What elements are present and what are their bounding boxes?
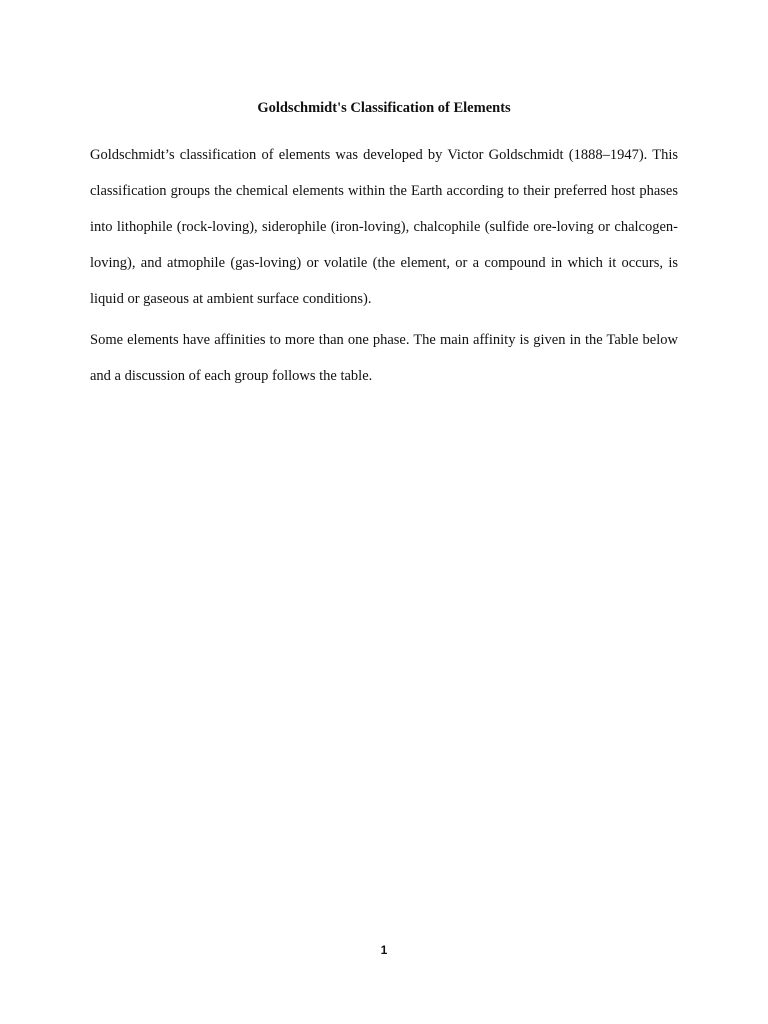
page-title: Goldschmidt's Classification of Elements [257, 100, 511, 116]
paragraph-intro: Goldschmidt’s classification of elements was developed by Victor Goldschmidt (1888–1947). This classification groups the chemical elements within the Earth according to their preferred host phases into lithophile (rock-loving), siderophile (iron-loving), chalcophile (sulfide ore-loving or chalcogen-loving), and atmophile (gas-loving) or volatile (the element, or a compound in which it occurs, is liquid or gaseous at ambient surface conditions). [90, 147, 678, 307]
page-number: 1 [380, 943, 388, 957]
paragraph-affinities: Some elements have affinities to more than one phase. The main affinity is given in the Table below and a discussion of each group follows the table. [90, 332, 678, 384]
